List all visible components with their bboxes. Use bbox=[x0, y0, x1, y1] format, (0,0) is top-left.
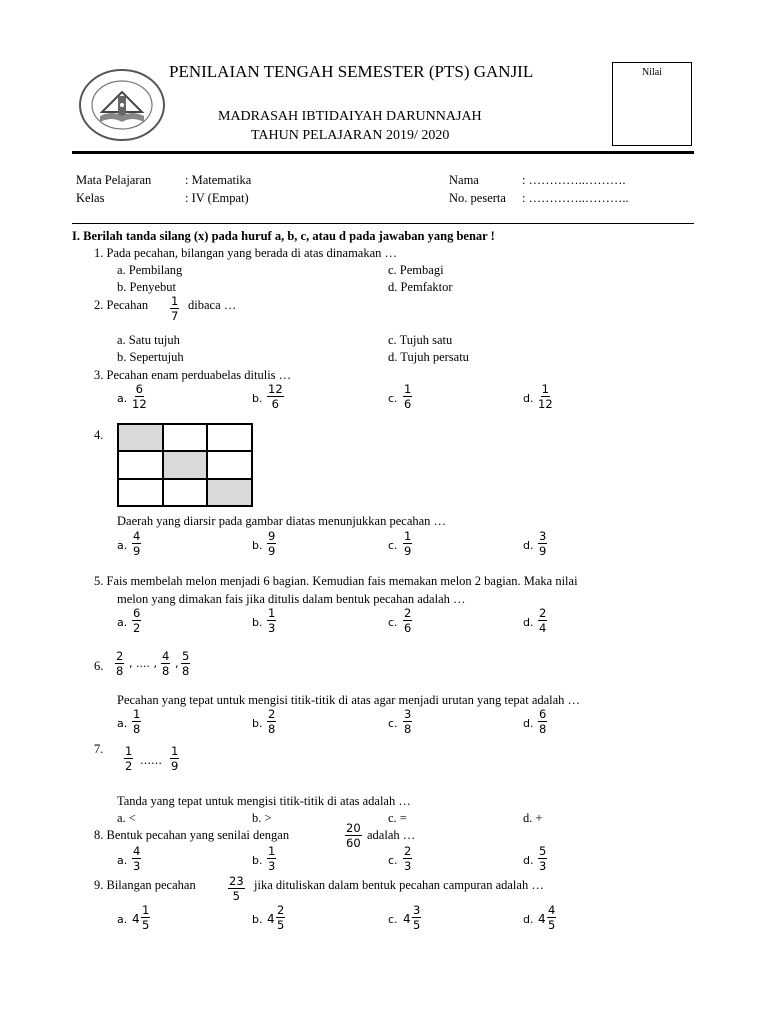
q2-option-c[interactable]: c. Tujuh satu bbox=[388, 333, 453, 347]
school-name: MADRASAH IBTIDAIYAH DARUNNAJAH bbox=[218, 109, 482, 124]
q9-option-d[interactable]: d. bbox=[523, 913, 534, 926]
q6-option-c-fraction: $\frac{3}{8}$ bbox=[404, 707, 412, 736]
q6-seq-fraction-3: $\frac{5}{8}$ bbox=[182, 649, 190, 678]
grid-cell-shaded bbox=[207, 479, 252, 506]
grid-cell bbox=[163, 479, 208, 506]
question-8-prefix: 8. Bentuk pecahan yang senilai dengan bbox=[94, 828, 290, 842]
q5-option-d[interactable]: d. bbox=[523, 616, 534, 629]
grid-cell bbox=[207, 451, 252, 478]
q3-option-b-fraction: $\frac{12}{6}$ bbox=[268, 382, 283, 411]
q8-option-d[interactable]: d. bbox=[523, 854, 534, 867]
q7-option-c[interactable]: c. = bbox=[388, 811, 407, 825]
grid-cell bbox=[207, 424, 252, 451]
q7-option-d[interactable]: d. + bbox=[523, 811, 543, 825]
q9-option-a-fraction: $\frac{1}{5}$ bbox=[142, 903, 150, 932]
school-year: TAHUN PELAJARAN 2019/ 2020 bbox=[251, 128, 450, 143]
q6-option-c[interactable]: c. bbox=[388, 717, 398, 730]
grid-cell-shaded bbox=[118, 424, 163, 451]
q5-option-a[interactable]: a. bbox=[117, 616, 128, 629]
name-label: Nama bbox=[449, 173, 479, 187]
q6-option-a-fraction: $\frac{1}{8}$ bbox=[133, 707, 141, 736]
question-5-line-2: melon yang dimakan fais jika ditulis dalam bentuk pecahan adalah … bbox=[117, 592, 466, 606]
q5-option-b[interactable]: b. bbox=[252, 616, 263, 629]
q9-fraction: $\frac{23}{5}$ bbox=[229, 874, 244, 903]
q8-option-b[interactable]: b. bbox=[252, 854, 263, 867]
q5-option-d-fraction: $\frac{2}{4}$ bbox=[539, 606, 547, 635]
header-divider bbox=[72, 151, 694, 154]
question-6: Pecahan yang tepat untuk mengisi titik-titik di atas agar menjadi urutan yang tepat adalah … bbox=[117, 693, 581, 707]
shaded-grid-figure bbox=[117, 423, 253, 507]
grid-cell bbox=[163, 424, 208, 451]
q3-option-c-fraction: $\frac{1}{6}$ bbox=[404, 382, 412, 411]
q4-option-a-fraction: $\frac{4}{9}$ bbox=[133, 529, 141, 558]
q9-option-b-fraction: $\frac{2}{5}$ bbox=[277, 903, 285, 932]
q8-option-a-fraction: $\frac{4}{3}$ bbox=[133, 844, 141, 873]
q3-option-b[interactable]: b. bbox=[252, 392, 263, 405]
q7-right-fraction: $\frac{1}{9}$ bbox=[171, 744, 179, 773]
q5-option-b-fraction: $\frac{1}{3}$ bbox=[268, 606, 276, 635]
q4-option-b[interactable]: b. bbox=[252, 539, 263, 552]
page-title: PENILAIAN TENGAH SEMESTER (PTS) GANJIL bbox=[169, 62, 534, 81]
q1-option-d[interactable]: d. Pemfaktor bbox=[388, 280, 453, 294]
question-2-prefix: 2. Pecahan bbox=[94, 298, 149, 312]
q5-option-c[interactable]: c. bbox=[388, 616, 398, 629]
grid-cell-shaded bbox=[163, 451, 208, 478]
question-8-suffix: adalah … bbox=[367, 828, 416, 842]
q9-option-c[interactable]: c. bbox=[388, 913, 398, 926]
q3-option-d-fraction: $\frac{1}{12}$ bbox=[538, 382, 553, 411]
participant-field[interactable]: : …………..……….. bbox=[522, 191, 629, 205]
class-value: : IV (Empat) bbox=[185, 191, 249, 205]
q3-option-a-fraction: $\frac{6}{12}$ bbox=[132, 382, 147, 411]
q6-seq-blank: , .... , bbox=[129, 657, 157, 670]
q4-option-c-fraction: $\frac{1}{9}$ bbox=[404, 529, 412, 558]
score-label: Nilai bbox=[642, 67, 662, 78]
question-7: Tanda yang tepat untuk mengisi titik-titik di atas adalah … bbox=[117, 794, 411, 808]
q1-option-b[interactable]: b. Penyebut bbox=[117, 280, 177, 294]
q7-option-a[interactable]: a. < bbox=[117, 811, 136, 825]
q7-blank: …… bbox=[140, 754, 162, 767]
q8-option-c-fraction: $\frac{2}{3}$ bbox=[404, 844, 412, 873]
q9-option-a-whole: 4 bbox=[132, 912, 140, 926]
q9-option-a[interactable]: a. bbox=[117, 913, 128, 926]
school-seal-logo bbox=[78, 68, 166, 142]
question-5-line-1: 5. Fais membelah melon menjadi 6 bagian. Kemudian fais memakan melon 2 bagian. Maka nilai bbox=[94, 574, 578, 588]
q9-option-b[interactable]: b. bbox=[252, 913, 263, 926]
q9-option-d-fraction: $\frac{4}{5}$ bbox=[548, 903, 556, 932]
q6-seq-comma: , bbox=[175, 657, 179, 670]
subject-label: Mata Pelajaran bbox=[76, 173, 152, 187]
q6-seq-fraction-1: $\frac{2}{8}$ bbox=[116, 649, 124, 678]
q2-option-a[interactable]: a. Satu tujuh bbox=[117, 333, 180, 347]
question-4-number: 4. bbox=[94, 428, 104, 442]
q6-option-b[interactable]: b. bbox=[252, 717, 263, 730]
q8-option-c[interactable]: c. bbox=[388, 854, 398, 867]
q1-option-c[interactable]: c. Pembagi bbox=[388, 263, 444, 277]
q4-option-b-fraction: $\frac{9}{9}$ bbox=[268, 529, 276, 558]
q9-option-b-whole: 4 bbox=[267, 912, 275, 926]
question-4: Daerah yang diarsir pada gambar diatas menunjukkan pecahan … bbox=[117, 514, 447, 528]
q3-option-c[interactable]: c. bbox=[388, 392, 398, 405]
q2-option-b[interactable]: b. Sepertujuh bbox=[117, 350, 184, 364]
question-9-suffix: jika dituliskan dalam bentuk pecahan campuran adalah … bbox=[254, 878, 544, 892]
q4-option-d[interactable]: d. bbox=[523, 539, 534, 552]
grid-cell bbox=[118, 479, 163, 506]
q3-option-a[interactable]: a. bbox=[117, 392, 128, 405]
q4-option-c[interactable]: c. bbox=[388, 539, 398, 552]
class-label: Kelas bbox=[76, 191, 105, 205]
name-field[interactable]: : …………..………. bbox=[522, 173, 626, 187]
q6-seq-fraction-2: $\frac{4}{8}$ bbox=[162, 649, 170, 678]
participant-label: No. peserta bbox=[449, 191, 506, 205]
question-1: 1. Pada pecahan, bilangan yang berada di atas dinamakan … bbox=[94, 246, 398, 260]
q8-option-a[interactable]: a. bbox=[117, 854, 128, 867]
q6-option-a[interactable]: a. bbox=[117, 717, 128, 730]
q2-option-d[interactable]: d. Tujuh persatu bbox=[388, 350, 469, 364]
q6-option-d[interactable]: d. bbox=[523, 717, 534, 730]
info-divider bbox=[72, 223, 694, 224]
q5-option-c-fraction: $\frac{2}{6}$ bbox=[404, 606, 412, 635]
question-2-suffix: dibaca … bbox=[188, 298, 237, 312]
section-instruction: I. Berilah tanda silang (x) pada huruf a, b, c, atau d pada jawaban yang benar ! bbox=[72, 229, 495, 243]
question-9-prefix: 9. Bilangan pecahan bbox=[94, 878, 196, 892]
q7-option-b[interactable]: b. > bbox=[252, 811, 272, 825]
q2-fraction: $\frac{1}{7}$ bbox=[171, 294, 179, 323]
question-3: 3. Pecahan enam perduabelas ditulis … bbox=[94, 368, 292, 382]
q8-option-b-fraction: $\frac{1}{3}$ bbox=[268, 844, 276, 873]
question-7-number: 7. bbox=[94, 742, 104, 756]
q1-option-a[interactable]: a. Pembilang bbox=[117, 263, 183, 277]
q5-option-a-fraction: $\frac{6}{2}$ bbox=[133, 606, 141, 635]
grid-cell bbox=[118, 451, 163, 478]
q8-fraction: $\frac{20}{60}$ bbox=[346, 821, 361, 850]
q6-option-b-fraction: $\frac{2}{8}$ bbox=[268, 707, 276, 736]
q9-option-c-fraction: $\frac{3}{5}$ bbox=[413, 903, 421, 932]
q9-option-d-whole: 4 bbox=[538, 912, 546, 926]
q7-left-fraction: $\frac{1}{2}$ bbox=[125, 744, 133, 773]
score-box bbox=[612, 62, 692, 146]
q8-option-d-fraction: $\frac{5}{3}$ bbox=[539, 844, 547, 873]
q4-option-d-fraction: $\frac{3}{9}$ bbox=[539, 529, 547, 558]
q6-option-d-fraction: $\frac{6}{8}$ bbox=[539, 707, 547, 736]
q9-option-c-whole: 4 bbox=[403, 912, 411, 926]
q4-option-a[interactable]: a. bbox=[117, 539, 128, 552]
q3-option-d[interactable]: d. bbox=[523, 392, 534, 405]
question-6-number: 6. bbox=[94, 659, 104, 673]
subject-value: : Matematika bbox=[185, 173, 252, 187]
